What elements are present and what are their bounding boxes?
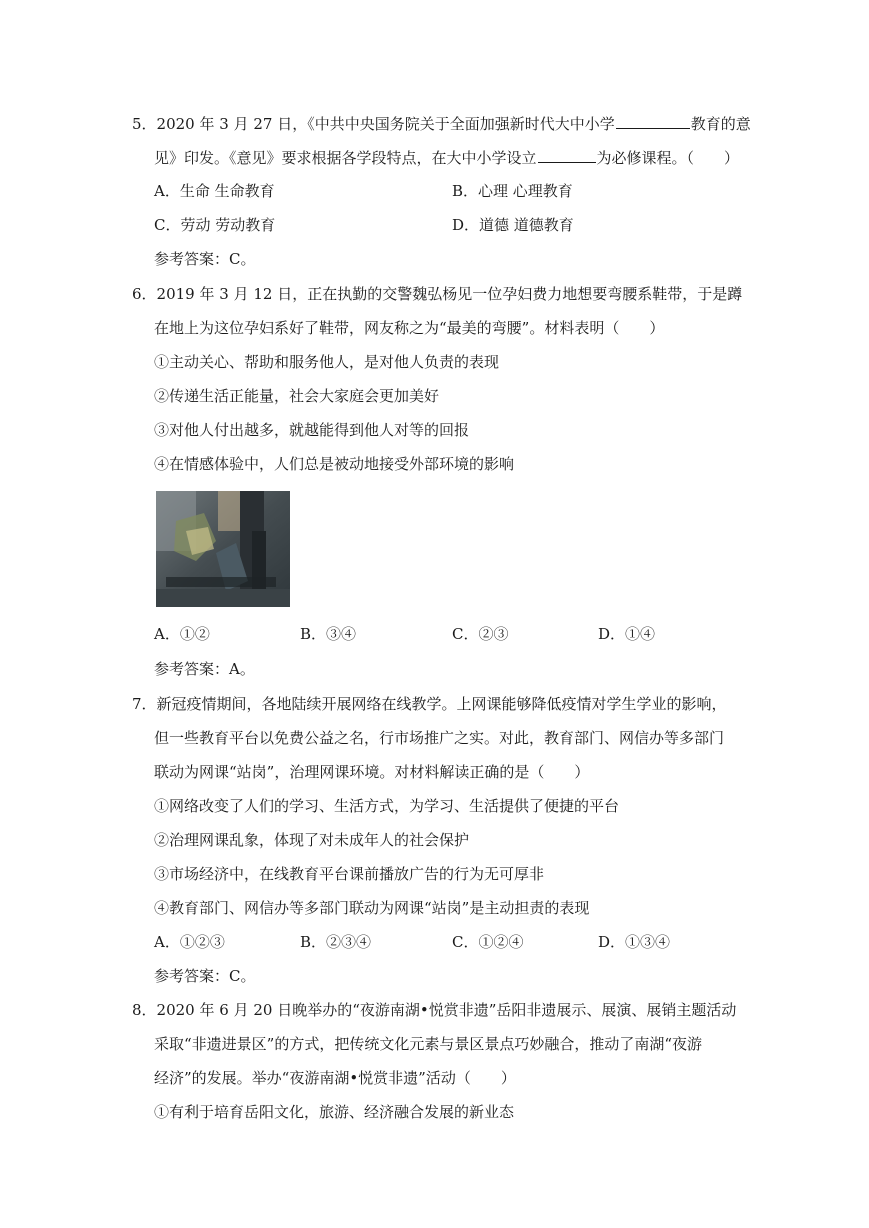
q5-stem-line-1 bbox=[132, 114, 751, 134]
q7-option-c: C．①②④ bbox=[452, 933, 524, 951]
q5-option-d: D．道德 道德教育 bbox=[452, 216, 574, 234]
q7-answer: 参考答案：C。 bbox=[154, 967, 256, 985]
q5-stem-line-2 bbox=[154, 148, 739, 168]
q5-stem-text-2b: 为必修课程。（ ） bbox=[596, 149, 740, 167]
q7-option-a: A．①②③ bbox=[154, 933, 225, 951]
q7-statement-2: ②治理网课乱象，体现了对未成年人的社会保护 bbox=[154, 831, 470, 849]
q8-stem-line-3: 经济”的发展。举办“夜游南湖•悦赏非遗”活动（ ） bbox=[154, 1069, 516, 1087]
q5-stem-text-1: 5．2020 年 3 月 27 日，《中共中央国务院关于全面加强新时代大中小学 bbox=[132, 115, 615, 133]
q5-blank-1 bbox=[616, 114, 690, 129]
q6-statement-2: ②传递生活正能量，社会大家庭会更加美好 bbox=[154, 387, 440, 405]
q7-stem-line-2: 但一些教育平台以免费公益之名，行市场推广之实。对此，教育部门、网信办等多部门 bbox=[154, 729, 725, 747]
q7-stem-line-1: 7．新冠疫情期间，各地陆续开展网络在线教学。上网课能够降低疫情对学生学业的影响， bbox=[132, 695, 727, 713]
q6-photo bbox=[156, 491, 290, 607]
q6-stem-line-1: 6．2019 年 3 月 12 日，正在执勤的交警魏弘杨见一位孕妇费力地想要弯腰系鞋带，于是蹲 bbox=[132, 285, 743, 303]
q6-option-c: C．②③ bbox=[452, 625, 509, 643]
q8-statement-1: ①有利于培育岳阳文化，旅游、经济融合发展的新业态 bbox=[154, 1103, 515, 1121]
q7-statement-1: ①网络改变了人们的学习、生活方式，为学习、生活提供了便捷的平台 bbox=[154, 797, 620, 815]
q5-stem-text-1b: 教育的意 bbox=[690, 115, 751, 133]
q6-stem-line-2: 在地上为这位孕妇系好了鞋带，网友称之为“最美的弯腰”。材料表明（ ） bbox=[154, 319, 665, 337]
q7-option-b: B．②③④ bbox=[300, 933, 372, 951]
q7-option-d: D．①③④ bbox=[598, 933, 671, 951]
q5-blank-2 bbox=[538, 148, 596, 163]
q6-option-a: A．①② bbox=[154, 625, 210, 643]
q8-stem-line-1: 8．2020 年 6 月 20 日晚举办的“夜游南湖•悦赏非遗”岳阳非遗展示、展演、展销主题活动 bbox=[132, 1001, 737, 1019]
q5-stem-text-2: 见》印发。《意见》要求根据各学段特点，在大中小学设立 bbox=[154, 149, 537, 167]
q8-stem-line-2: 采取“非遗进景区”的方式，把传统文化元素与景区景点巧妙融合，推动了南湖“夜游 bbox=[154, 1035, 703, 1053]
q6-option-b: B．③④ bbox=[300, 625, 357, 643]
q6-statement-4: ④在情感体验中，人们总是被动地接受外部环境的影响 bbox=[154, 455, 515, 473]
q6-answer: 参考答案：A。 bbox=[154, 660, 255, 678]
q5-option-a: A．生命 生命教育 bbox=[154, 182, 275, 200]
q6-statement-1: ①主动关心、帮助和服务他人，是对他人负责的表现 bbox=[154, 353, 500, 371]
q7-statement-4: ④教育部门、网信办等多部门联动为网课“站岗”是主动担责的表现 bbox=[154, 899, 590, 917]
q5-answer: 参考答案：C。 bbox=[154, 250, 256, 268]
q6-option-d: D．①④ bbox=[598, 625, 656, 643]
q5-option-c: C．劳动 劳动教育 bbox=[154, 216, 276, 234]
q6-statement-3: ③对他人付出越多，就越能得到他人对等的回报 bbox=[154, 421, 470, 439]
q6-photo-illustration bbox=[156, 491, 290, 607]
q7-stem-line-3: 联动为网课“站岗”，治理网课环境。对材料解读正确的是（ ） bbox=[154, 763, 590, 781]
q7-statement-3: ③市场经济中，在线教育平台课前播放广告的行为无可厚非 bbox=[154, 865, 545, 883]
q5-option-b: B．心理 心理教育 bbox=[452, 182, 573, 200]
